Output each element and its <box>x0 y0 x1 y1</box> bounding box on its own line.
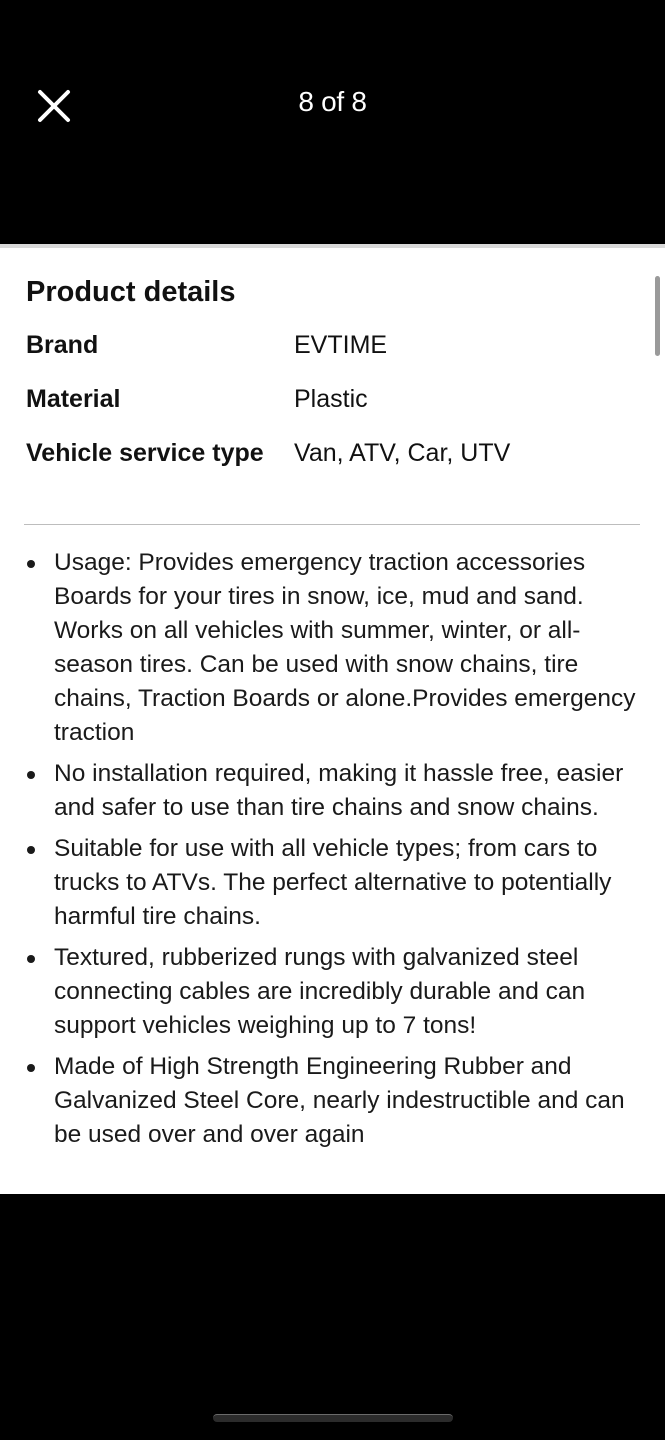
detail-row-material <box>26 382 626 416</box>
feature-bullet: Made of High Strength Engineering Rubber and Galvanized Steel Core, nearly indestructible and can be used over and over again <box>26 1050 646 1152</box>
detail-row-vehicle-service-type <box>26 436 626 470</box>
divider <box>24 524 640 525</box>
viewer-top-bar <box>0 0 665 244</box>
home-indicator[interactable] <box>213 1414 453 1422</box>
scroll-indicator <box>655 276 660 356</box>
product-image[interactable] <box>0 244 665 1194</box>
feature-bullet: Textured, rubberized rungs with galvanized steel connecting cables are incredibly durable and can support vehicles weighing up to 7 tons! <box>26 941 646 1043</box>
feature-bullet: No installation required, making it hassle free, easier and safer to use than tire chains and snow chains. <box>26 757 646 825</box>
feature-bullet: Suitable for use with all vehicle types; from cars to trucks to ATVs. The perfect alternative to potentially harmful tire chains. <box>26 832 646 934</box>
detail-value: Van, ATV, Car, UTV <box>294 439 511 467</box>
image-counter: 8 of 8 <box>298 86 367 117</box>
detail-label: Brand <box>26 331 99 359</box>
detail-row-brand <box>26 328 626 362</box>
feature-bullet: Usage: Provides emergency traction accessories Boards for your tires in snow, ice, mud and sand. Works on all vehicles with summer, winter, or all-season tires. Can be used with snow chains, tire chains, Traction Boards or alone.Provides emergency traction <box>26 546 646 750</box>
detail-label: Material <box>26 385 121 413</box>
detail-label: Vehicle service type <box>26 439 264 467</box>
detail-value: Plastic <box>294 385 368 413</box>
feature-bullets <box>26 546 646 1159</box>
detail-value: EVTIME <box>294 331 388 359</box>
product-details-title: Product details <box>26 276 236 308</box>
